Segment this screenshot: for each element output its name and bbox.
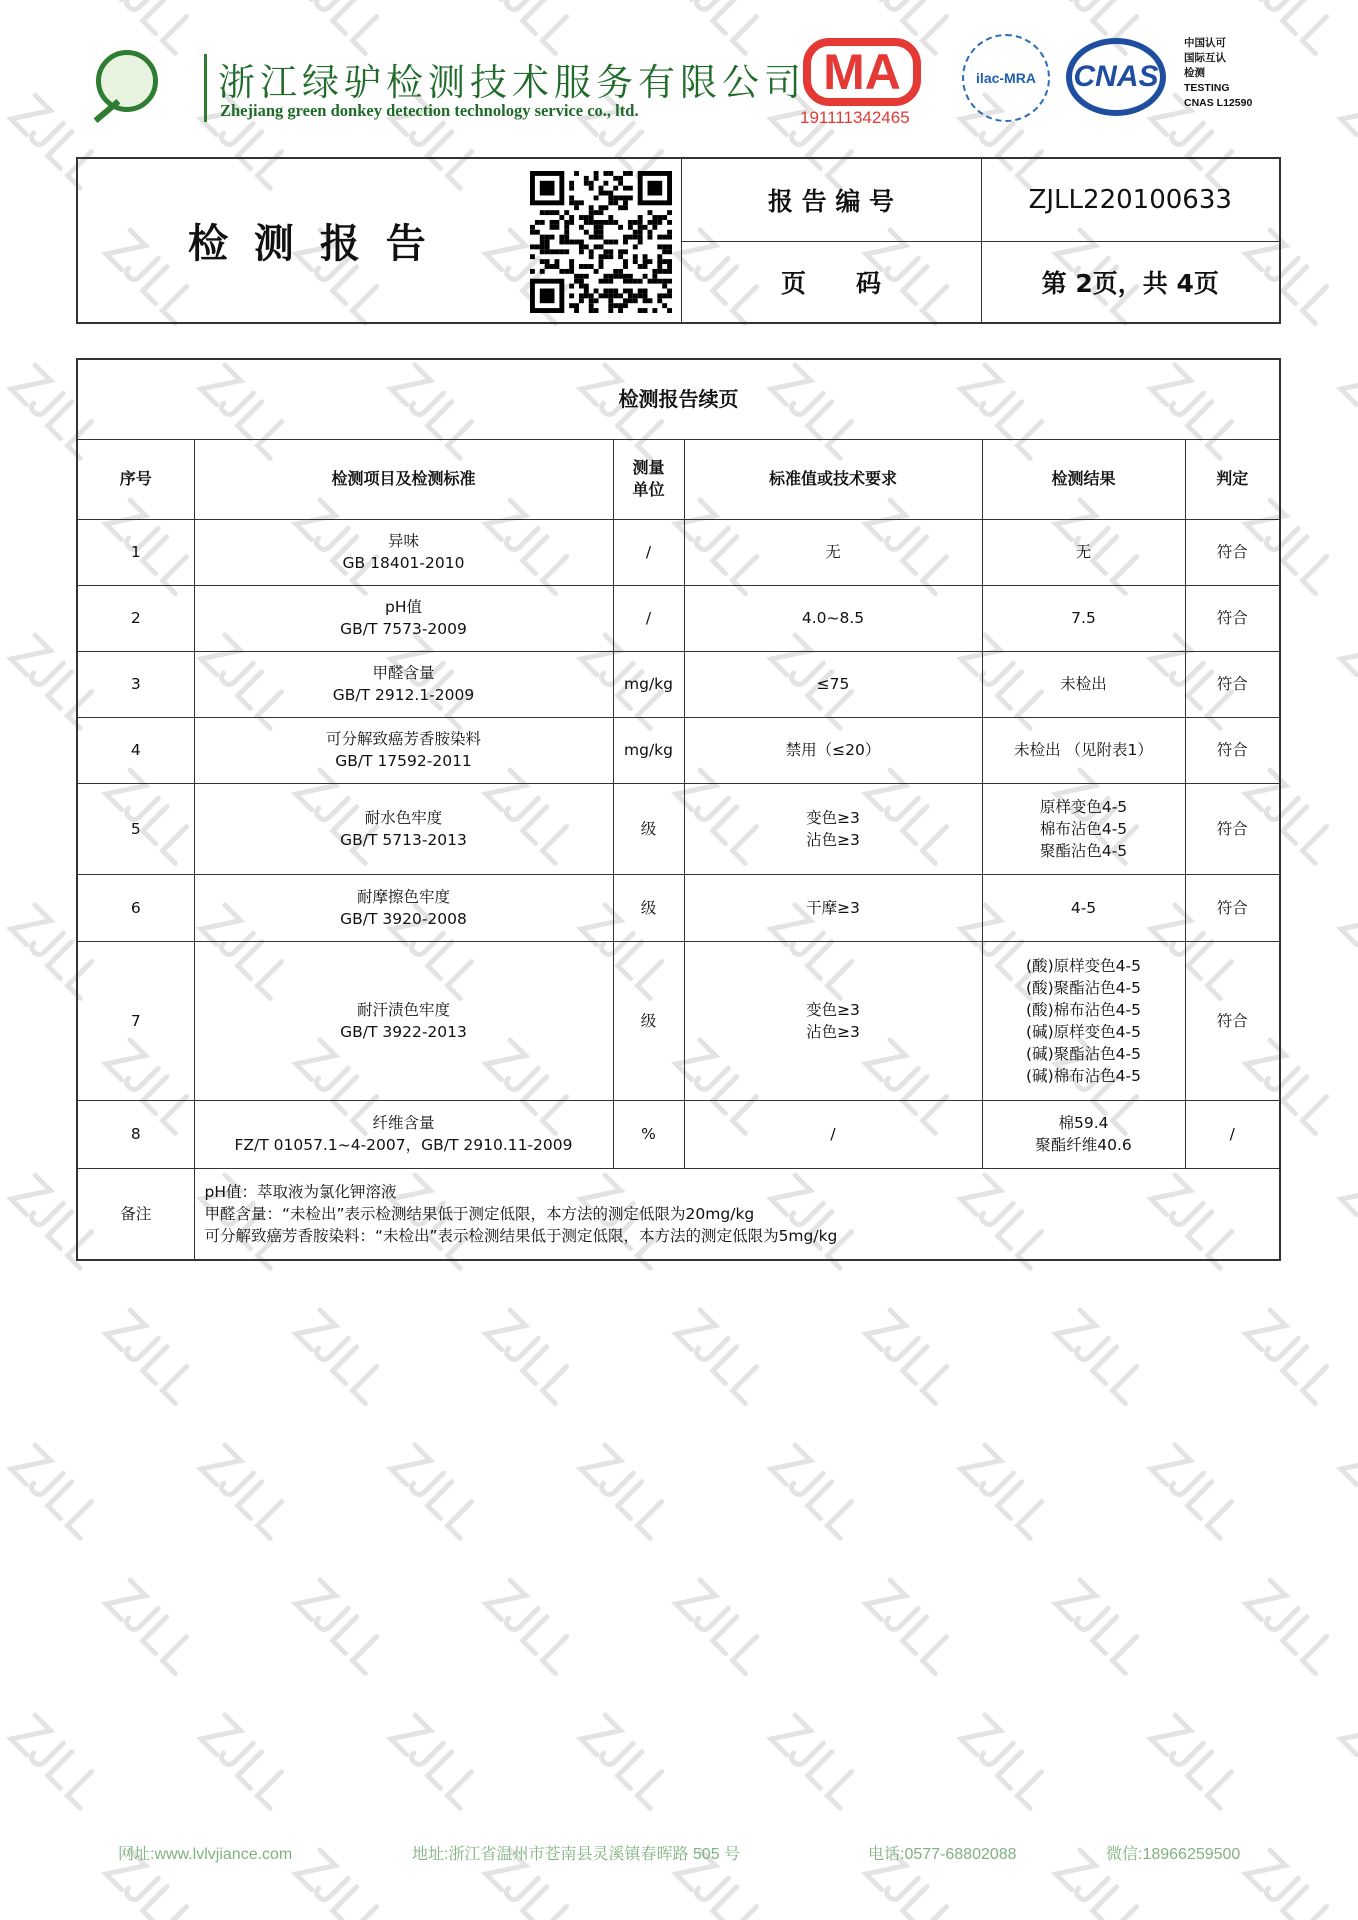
watermark-mark — [961, 1715, 1054, 1808]
watermark-mark — [106, 1580, 199, 1673]
cnas-line: CNAS L12590 — [1184, 97, 1253, 109]
result-line: (酸)聚酯沾色4-5 — [1026, 978, 1141, 997]
watermark-mark — [201, 1445, 294, 1538]
requirement — [684, 874, 982, 941]
requirement — [684, 519, 982, 585]
watermark-mark — [106, 0, 199, 53]
result-line: 原样变色4-5 — [1039, 797, 1128, 816]
requirement — [684, 717, 982, 783]
test-item-line: GB/T 3920-2008 — [340, 909, 467, 928]
test-item — [194, 783, 613, 874]
watermark-mark — [11, 1445, 104, 1538]
watermark-mark — [0, 1850, 9, 1920]
footer-website[interactable]: 网址:www.lvlvjiance.com — [118, 1846, 293, 1863]
watermark-mark — [391, 1445, 484, 1538]
watermark-mark — [1246, 1850, 1339, 1920]
unit: mg/kg — [613, 717, 684, 783]
table-title: 检测报告续页 — [77, 359, 1280, 439]
watermark-mark — [0, 230, 9, 323]
report-header-table — [76, 157, 1281, 324]
table-row — [77, 651, 1280, 717]
col-header-unit: 测量单位 — [613, 439, 684, 519]
verdict: 符合 — [1185, 941, 1280, 1100]
table-row — [77, 585, 1280, 651]
watermark-mark — [0, 500, 9, 593]
test-item-line: 异味 — [387, 532, 419, 550]
row-number: 6 — [77, 874, 194, 941]
requirement — [684, 1100, 982, 1168]
row-number: 2 — [77, 585, 194, 651]
row-number: 3 — [77, 651, 194, 717]
requirement-line: 变色≥3 — [806, 808, 860, 827]
watermark-mark — [296, 0, 389, 53]
col-header-no: 序号 — [77, 439, 194, 519]
watermark-mark — [486, 0, 579, 53]
cma-number: 191111342465 — [800, 108, 910, 127]
watermark-mark — [1151, 1715, 1244, 1808]
test-item-line: GB/T 3922-2013 — [340, 1022, 467, 1041]
watermark-mark — [961, 1445, 1054, 1538]
watermark-mark — [1341, 905, 1358, 998]
cnas-text — [1184, 36, 1252, 111]
col-header-requirement: 标准值或技术要求 — [684, 439, 982, 519]
result-line: 棉布沾色4-5 — [1039, 819, 1128, 838]
test-item-line: 耐汗渍色牢度 — [356, 1000, 450, 1019]
requirement-line: ≤75 — [816, 675, 850, 693]
watermark-mark — [866, 1580, 959, 1673]
requirement — [684, 585, 982, 651]
result-line: (酸)原样变色4-5 — [1026, 956, 1141, 975]
result-line: 聚酯沾色4-5 — [1039, 841, 1128, 860]
unit: 级 — [613, 941, 684, 1100]
test-item-line: FZ/T 01057.1~4-2007，GB/T 2910.11-2009 — [234, 1136, 573, 1154]
unit: / — [613, 519, 684, 585]
test-item — [194, 519, 613, 585]
result — [982, 717, 1185, 783]
watermark-mark — [771, 1715, 864, 1808]
cnas-line: 中国认可 — [1184, 37, 1226, 49]
unit: / — [613, 585, 684, 651]
footer-address: 地址:浙江省温州市苍南县灵溪镇春晖路 505 号 — [412, 1846, 741, 1863]
watermark-mark — [1151, 1445, 1244, 1538]
watermark-mark — [866, 1310, 959, 1403]
result — [982, 519, 1185, 585]
requirement-line: 无 — [825, 543, 841, 561]
result — [982, 651, 1185, 717]
watermark-mark — [1341, 95, 1358, 188]
requirement-line: 沾色≥3 — [806, 830, 860, 849]
watermark-mark — [296, 1850, 389, 1920]
requirement — [684, 941, 982, 1100]
watermark-mark — [1341, 1715, 1358, 1808]
logo-divider — [204, 54, 207, 122]
test-item — [194, 651, 613, 717]
verdict: 符合 — [1185, 651, 1280, 717]
watermark-mark — [0, 1580, 9, 1673]
watermark-mark — [106, 1310, 199, 1403]
requirement — [684, 783, 982, 874]
requirement-line: 4.0~8.5 — [801, 609, 865, 627]
verdict: 符合 — [1185, 874, 1280, 941]
result — [982, 585, 1185, 651]
verdict: / — [1185, 1100, 1280, 1168]
verdict: 符合 — [1185, 585, 1280, 651]
result-line: 无 — [1075, 543, 1092, 561]
unit: 级 — [613, 874, 684, 941]
cnas-line: 检测 — [1184, 67, 1205, 79]
watermark-mark — [296, 1580, 389, 1673]
table-row — [77, 874, 1280, 941]
company-name-en: Zhejiang green donkey detection technology service co., ltd. — [220, 101, 639, 120]
test-item — [194, 941, 613, 1100]
qr-code — [530, 171, 672, 313]
watermark-mark — [296, 1310, 389, 1403]
remark-line: 可分解致癌芳香胺染料：“未检出”表示检测结果低于测定低限，本方法的测定低限为5mg/kg — [204, 1226, 838, 1245]
watermark-mark — [201, 1715, 294, 1808]
remark-label: 备注 — [77, 1168, 194, 1260]
verdict: 符合 — [1185, 783, 1280, 874]
requirement-line: 干摩≥3 — [806, 898, 860, 917]
result-line: (碱)聚酯沾色4-5 — [1026, 1044, 1141, 1063]
result-line: (碱)原样变色4-5 — [1026, 1022, 1141, 1041]
report-title: 检 测 报 告 — [188, 221, 432, 267]
table-row — [77, 519, 1280, 585]
cnas-line: TESTING — [1184, 82, 1230, 94]
unit: % — [613, 1100, 684, 1168]
requirement-line: 变色≥3 — [806, 1000, 860, 1019]
test-item-line: 耐水色牢度 — [364, 808, 443, 827]
watermark-mark — [581, 1715, 674, 1808]
watermark-mark — [1246, 1580, 1339, 1673]
result-line: 棉59.4 — [1058, 1114, 1109, 1132]
report-number: ZJLL220100633 — [981, 158, 1280, 241]
test-item — [194, 874, 613, 941]
table-row — [77, 941, 1280, 1100]
watermark-mark — [11, 1715, 104, 1808]
test-item-line: 甲醛含量 — [372, 664, 435, 682]
test-item-line: GB/T 5713-2013 — [340, 830, 467, 849]
watermark-mark — [1341, 635, 1358, 728]
remark-line: pH值：萃取液为氯化钾溶液 — [204, 1182, 397, 1201]
test-item-line: 纤维含量 — [372, 1114, 435, 1132]
unit: mg/kg — [613, 651, 684, 717]
test-item-line: GB 18401-2010 — [342, 554, 465, 572]
remark-line: 甲醛含量：“未检出”表示检测结果低于测定低限，本方法的测定低限为20mg/kg — [204, 1204, 755, 1223]
ilac-mra-logo: ilac-MRA — [962, 34, 1050, 122]
watermark-mark — [676, 0, 769, 53]
test-item-line: GB/T 17592-2011 — [335, 752, 472, 770]
result — [982, 874, 1185, 941]
result — [982, 783, 1185, 874]
test-item — [194, 585, 613, 651]
watermark-mark — [391, 1715, 484, 1808]
result-line: 未检出 （见附表1） — [1014, 741, 1153, 759]
watermark-mark — [1341, 1175, 1358, 1268]
result-line: 未检出 — [1060, 675, 1107, 693]
requirement — [684, 651, 982, 717]
cnas-logo: CNAS — [1066, 38, 1166, 116]
test-results-table — [76, 358, 1281, 1261]
row-number: 5 — [77, 783, 194, 874]
col-header-result: 检测结果 — [982, 439, 1185, 519]
watermark-mark — [676, 1310, 769, 1403]
footer-phone: 电话:0577-68802088 — [868, 1846, 1017, 1863]
watermark-mark — [0, 770, 9, 863]
row-number: 1 — [77, 519, 194, 585]
watermark-mark — [1246, 1310, 1339, 1403]
footer-wechat: 微信:18966259500 — [1106, 1846, 1241, 1863]
watermark-mark — [1056, 1310, 1149, 1403]
test-item-line: 耐摩擦色牢度 — [356, 887, 450, 906]
cma-logo: MA — [803, 38, 921, 106]
company-name-cn: 浙江绿驴检测技术服务有限公司 — [218, 61, 806, 104]
result-line: 4-5 — [1070, 898, 1097, 917]
cnas-line: 国际互认 — [1184, 52, 1226, 64]
result-line: 7.5 — [1071, 609, 1096, 627]
watermark-mark — [771, 1445, 864, 1538]
requirement-line: 沾色≥3 — [806, 1022, 860, 1041]
unit: 级 — [613, 783, 684, 874]
requirement-line: / — [830, 1125, 836, 1143]
watermark-mark — [1341, 365, 1358, 458]
col-header-verdict: 判定 — [1185, 439, 1280, 519]
watermark-mark — [1056, 1580, 1149, 1673]
watermark-mark — [486, 1310, 579, 1403]
test-item-line: 可分解致癌芳香胺染料 — [325, 730, 481, 748]
result-line: 聚酯纤维40.6 — [1035, 1136, 1132, 1154]
page-label: 页 码 — [681, 241, 981, 323]
test-item-line: GB/T 2912.1-2009 — [332, 686, 475, 704]
test-item-line: pH值 — [385, 598, 422, 616]
result-line: (碱)棉布沾色4-5 — [1026, 1066, 1141, 1085]
result-line: (酸)棉布沾色4-5 — [1026, 1000, 1141, 1019]
watermark-mark — [0, 0, 9, 53]
test-item — [194, 717, 613, 783]
result — [982, 941, 1185, 1100]
watermark-mark — [1341, 1445, 1358, 1538]
result — [982, 1100, 1185, 1168]
remarks — [194, 1168, 1280, 1260]
test-item-line: GB/T 7573-2009 — [340, 620, 467, 638]
verdict: 符合 — [1185, 519, 1280, 585]
watermark-mark — [581, 1445, 674, 1538]
test-item — [194, 1100, 613, 1168]
row-number: 7 — [77, 941, 194, 1100]
table-row — [77, 783, 1280, 874]
page-value: 第 2页，共 4页 — [981, 241, 1280, 323]
watermark-mark — [1246, 0, 1339, 53]
table-row — [77, 717, 1280, 783]
verdict: 符合 — [1185, 717, 1280, 783]
report-number-label: 报 告 编 号 — [681, 158, 981, 241]
watermark-mark — [0, 1040, 9, 1133]
donkey-logo-icon — [96, 50, 158, 112]
watermark-mark — [486, 1580, 579, 1673]
watermark-mark — [676, 1580, 769, 1673]
watermark-mark — [0, 1310, 9, 1403]
requirement-line: 禁用（≤20） — [785, 741, 881, 759]
row-number: 8 — [77, 1100, 194, 1168]
col-header-item: 检测项目及检测标准 — [194, 439, 613, 519]
table-row — [77, 1100, 1280, 1168]
row-number: 4 — [77, 717, 194, 783]
